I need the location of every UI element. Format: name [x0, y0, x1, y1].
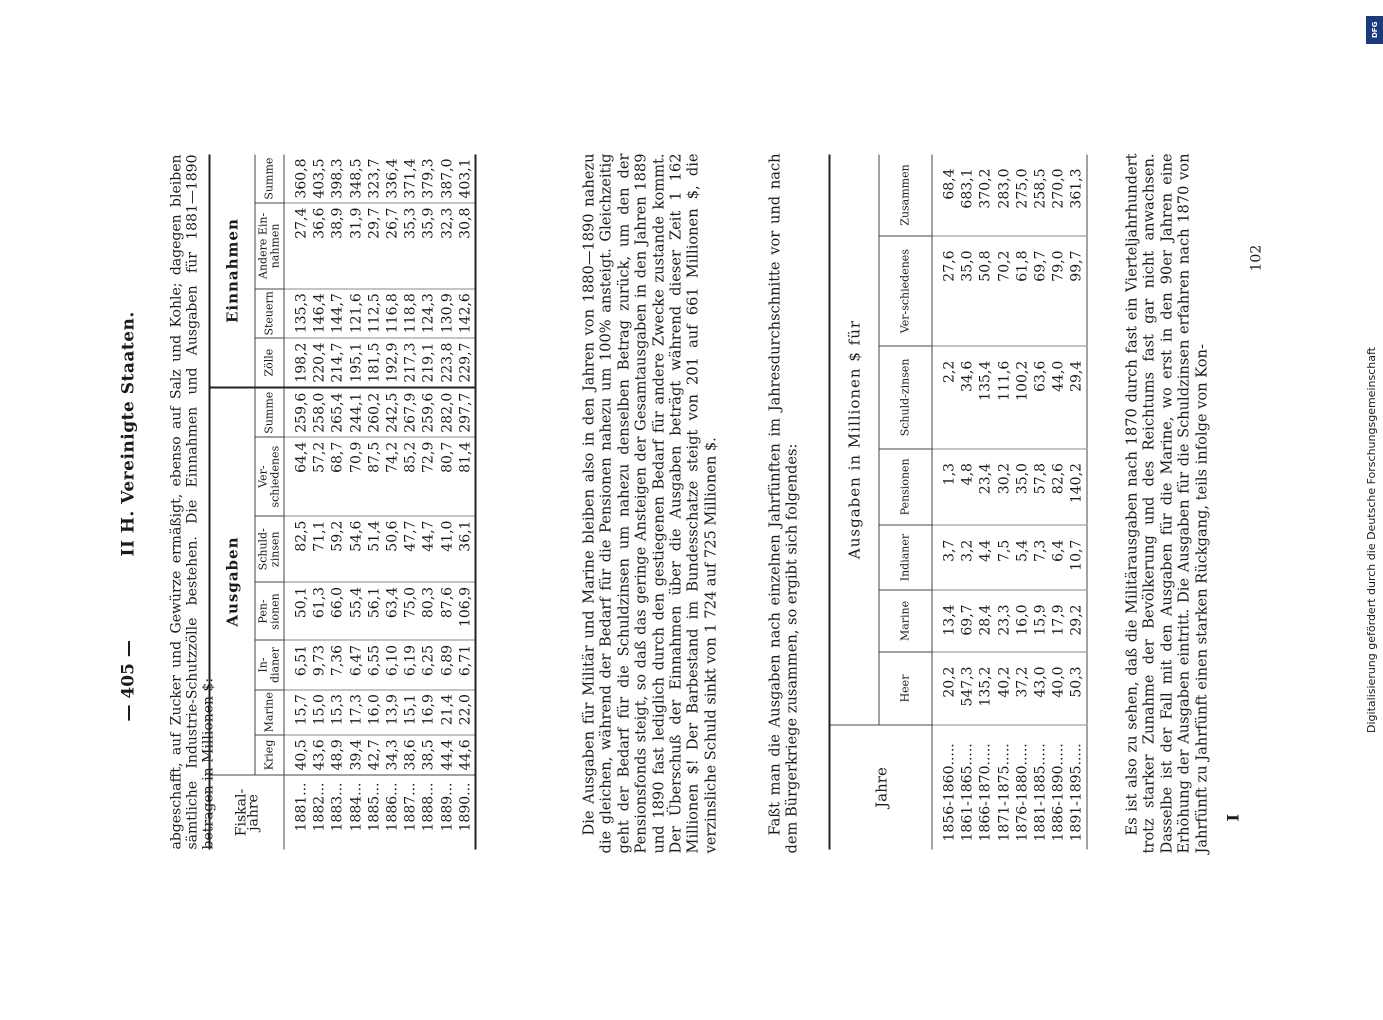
value-cell: 40,0: [1050, 652, 1068, 725]
value-cell: 34,6: [959, 346, 977, 448]
value-cell: 265,4: [329, 388, 347, 438]
value-cell: 106,9: [456, 582, 475, 640]
value-cell: 38,6: [402, 735, 420, 775]
table-row: [420, 155, 438, 850]
column-header: Heer: [879, 652, 932, 725]
value-cell: 15,1: [402, 690, 420, 735]
value-cell: 361,3: [1068, 155, 1087, 237]
value-cell: 80,7: [438, 437, 456, 516]
value-cell: 82,5: [284, 516, 311, 582]
value-cell: 15,0: [311, 690, 329, 735]
value-cell: 282,0: [438, 388, 456, 438]
value-cell: 32,3: [438, 203, 456, 289]
year-cell: 1886-1890.....: [1050, 743, 1067, 842]
value-cell: 47,7: [402, 516, 420, 582]
table-row: [995, 155, 1013, 850]
year-cell: 1889...: [439, 782, 456, 832]
value-cell: 56,1: [365, 582, 383, 640]
table-row: [932, 155, 959, 850]
column-header: In-dianer: [255, 640, 284, 689]
value-cell: 61,3: [311, 582, 329, 640]
value-cell: 181,5: [365, 338, 383, 388]
value-cell: 283,0: [995, 155, 1013, 237]
value-cell: 6,25: [420, 640, 438, 689]
value-cell: 219,1: [420, 338, 438, 388]
value-cell: 6,89: [438, 640, 456, 689]
value-cell: 51,4: [365, 516, 383, 582]
value-cell: 35,9: [420, 203, 438, 289]
year-column-header: Fiskal-jahre: [210, 775, 285, 850]
value-cell: 9,73: [311, 640, 329, 689]
value-cell: 547,3: [959, 652, 977, 725]
value-cell: 6,4: [1050, 525, 1068, 590]
value-cell: 68,4: [932, 155, 959, 237]
value-cell: 214,7: [329, 338, 347, 388]
value-cell: 4,8: [959, 449, 977, 526]
value-cell: 244,1: [347, 388, 365, 438]
value-cell: 30,8: [456, 203, 475, 289]
year-cell: 1881...: [293, 782, 310, 832]
value-cell: 43,6: [311, 735, 329, 775]
finances-table: [209, 155, 477, 850]
value-cell: 26,7: [384, 203, 402, 289]
value-cell: 36,1: [456, 516, 475, 582]
value-cell: 6,55: [365, 640, 383, 689]
value-cell: 275,0: [1013, 155, 1031, 237]
value-cell: 130,9: [438, 289, 456, 338]
column-header: Marine: [255, 690, 284, 735]
value-cell: 21,4: [438, 690, 456, 735]
table-row: [311, 155, 329, 850]
value-cell: 85,2: [402, 437, 420, 516]
dfg-logo: DFG: [1366, 16, 1383, 44]
value-cell: 38,5: [420, 735, 438, 775]
value-cell: 57,2: [311, 437, 329, 516]
value-cell: 63,4: [384, 582, 402, 640]
value-cell: 135,3: [284, 289, 311, 338]
value-cell: 41,0: [438, 516, 456, 582]
value-cell: 29,4: [1068, 346, 1087, 448]
value-cell: 195,1: [347, 338, 365, 388]
chapter-heading: II H. Vereinigte Staaten.: [118, 311, 139, 557]
table-row: [384, 155, 402, 850]
paragraph-conclusion: Es ist also zu sehen, daß die Militärausgaben nach 1870 durch fast ein Vierteljahrhundert trotz starker Zunahme der Bevölkerung und des Reichtums fast gar nicht anwachsen. Dasselbe ist der Fall mit den Ausgaben für die Marine, wo erst in den 90er Jahren eine Erhöhung der Ausgaben eintritt. Die Ausgaben für die Schuldzinsen erfahren nach 1870 von Jahrfünft zu Jahrfünft einen starken Rückgang, teils infolge von Kon-: [1123, 153, 1211, 854]
value-cell: 35,0: [1013, 449, 1031, 526]
value-cell: 198,2: [284, 338, 311, 388]
value-cell: 6,10: [384, 640, 402, 689]
value-cell: 118,8: [402, 289, 420, 338]
year-cell: 1883...: [329, 782, 346, 832]
value-cell: 75,0: [402, 582, 420, 640]
table-row: [402, 155, 420, 850]
value-cell: 69,7: [959, 590, 977, 652]
value-cell: 70,9: [347, 437, 365, 516]
year-cell: 1885...: [366, 782, 383, 832]
value-cell: 55,4: [347, 582, 365, 640]
paragraph-five-year-intro: Faßt man die Ausgaben nach einzelnen Jahrfünften im Jahresdurchschnitte vor und nach dem Bürgerkriege zusammen, so ergibt sich folgendes:: [766, 153, 801, 854]
column-header: Pen-sionen: [255, 582, 284, 640]
value-cell: 27,6: [932, 236, 959, 346]
table-row: [959, 155, 977, 850]
value-cell: 40,5: [284, 735, 311, 775]
column-header: Zusammen: [879, 155, 932, 237]
value-cell: 112,5: [365, 289, 383, 338]
page-header: [119, 177, 149, 817]
five-year-table: [829, 155, 1088, 850]
value-cell: 38,9: [329, 203, 347, 289]
value-cell: 144,7: [329, 289, 347, 338]
value-cell: 135,2: [977, 652, 995, 725]
value-cell: 15,7: [284, 690, 311, 735]
page-number: — 405 —: [118, 640, 139, 722]
sheet-number: 102: [1248, 244, 1265, 272]
expenditure-group-header: Ausgaben: [210, 388, 256, 775]
value-cell: 50,1: [284, 582, 311, 640]
value-cell: 3,7: [932, 525, 959, 590]
value-cell: 17,3: [347, 690, 365, 735]
value-cell: 217,3: [402, 338, 420, 388]
value-cell: 140,2: [1068, 449, 1087, 526]
value-cell: 57,8: [1032, 449, 1050, 526]
table-row: [1032, 155, 1050, 850]
value-cell: 260,2: [365, 388, 383, 438]
value-cell: 31,9: [347, 203, 365, 289]
revenue-group-header: Einnahmen: [210, 155, 256, 388]
value-cell: 403,1: [456, 155, 475, 204]
column-header: Summe: [255, 155, 284, 204]
value-cell: 64,4: [284, 437, 311, 516]
value-cell: 50,6: [384, 516, 402, 582]
year-cell: 1884...: [348, 782, 365, 832]
value-cell: 44,4: [438, 735, 456, 775]
value-cell: 6,51: [284, 640, 311, 689]
column-header: Marine: [879, 590, 932, 652]
value-cell: 63,6: [1032, 346, 1050, 448]
value-cell: 20,2: [932, 652, 959, 725]
value-cell: 1,3: [932, 449, 959, 526]
value-cell: 87,6: [438, 582, 456, 640]
paragraph-expenditure-trend: Die Ausgaben für Militär und Marine bleiben also in den Jahren von 1880—1890 nahezu die gleichen, während der Bedarf für die Pensionen nahezu um 100% ansteigt. Gleichzeitig geht der Bedarf für die Schuldzinsen um nahezu denselben Betrag zurück, um den der Pensionsfonds steigt, so daß das geringe Ansteigen der Gesamtausgaben in den Jahren 1889 und 1890 fast lediglich durch den gestiegenen Bedarf für andere Zwecke zustande kommt. Der Überschuß der Einnahmen über die Ausgaben beträgt während dieser Zeit 1 162 Millionen $! Der Barbestand im Bundesschatze steigt von 201 auf 661 Millionen $, die verzinsliche Schuld sinkt von 1 724 auf 725 Millionen $.: [580, 153, 720, 854]
value-cell: 229,7: [456, 338, 475, 388]
value-cell: 259,6: [420, 388, 438, 438]
value-cell: 80,3: [420, 582, 438, 640]
column-header: Pensionen: [879, 449, 932, 526]
table-row: [1068, 155, 1087, 850]
value-cell: 99,7: [1068, 236, 1087, 346]
year-cell: 1856-1860.....: [941, 743, 958, 842]
column-header: Schuld-zinsen: [255, 516, 284, 582]
value-cell: 28,4: [977, 590, 995, 652]
year-cell: 1876-1880.....: [1014, 743, 1031, 842]
year-cell: 1891-1895.....: [1068, 743, 1085, 842]
year-cell: 1888...: [420, 782, 437, 832]
value-cell: 66,0: [329, 582, 347, 640]
credit-text: Digitalisierung gefördert durch die Deutsche Forschungsgemeinschaft: [1365, 347, 1378, 733]
value-cell: 13,4: [932, 590, 959, 652]
value-cell: 44,0: [1050, 346, 1068, 448]
value-cell: 16,0: [365, 690, 383, 735]
value-cell: 379,3: [420, 155, 438, 204]
value-cell: 61,8: [1013, 236, 1031, 346]
value-cell: 259,6: [284, 388, 311, 438]
column-header: Ver-schiedenes: [255, 437, 284, 516]
value-cell: 6,19: [402, 640, 420, 689]
value-cell: 82,6: [1050, 449, 1068, 526]
column-header: Schuld-zinsen: [879, 346, 932, 448]
table-row: [1013, 155, 1031, 850]
year-cell: 1871-1875.....: [996, 743, 1013, 842]
table-row: [1050, 155, 1068, 850]
value-cell: 403,5: [311, 155, 329, 204]
value-cell: 40,2: [995, 652, 1013, 725]
value-cell: 6,47: [347, 640, 365, 689]
value-cell: 44,7: [420, 516, 438, 582]
value-cell: 79,0: [1050, 236, 1068, 346]
value-cell: 43,0: [1032, 652, 1050, 725]
value-cell: 30,2: [995, 449, 1013, 526]
table-row: [284, 155, 311, 850]
value-cell: 36,6: [311, 203, 329, 289]
value-cell: 15,3: [329, 690, 347, 735]
value-cell: 7,3: [1032, 525, 1050, 590]
value-cell: 59,2: [329, 516, 347, 582]
value-cell: 50,8: [977, 236, 995, 346]
value-cell: 29,7: [365, 203, 383, 289]
value-cell: 10,7: [1068, 525, 1087, 590]
value-cell: 270,0: [1050, 155, 1068, 237]
value-cell: 192,9: [384, 338, 402, 388]
column-header: Indianer: [879, 525, 932, 590]
value-cell: 37,2: [1013, 652, 1031, 725]
value-cell: 121,6: [347, 289, 365, 338]
value-cell: 34,3: [384, 735, 402, 775]
value-cell: 71,1: [311, 516, 329, 582]
value-cell: 7,36: [329, 640, 347, 689]
table-row: [347, 155, 365, 850]
column-header: Ver-schiedenes: [879, 236, 932, 346]
year-cell: 1886...: [384, 782, 401, 832]
value-cell: 4,4: [977, 525, 995, 590]
value-cell: 22,0: [456, 690, 475, 735]
table-row: [456, 155, 475, 850]
value-cell: 44,6: [456, 735, 475, 775]
value-cell: 323,7: [365, 155, 383, 204]
value-cell: 6,71: [456, 640, 475, 689]
intro-paragraph: abgeschafft, auf Zucker und Gewürze ermäßigt, ebenso auf Salz und Kohle; dagegen bleiben sämtliche Industrie-Schutzzölle bestehen. Die Einnahmen und Ausgaben für 1881—1890 betragen in Millionen $:: [168, 154, 217, 850]
value-cell: 223,8: [438, 338, 456, 388]
value-cell: 39,4: [347, 735, 365, 775]
value-cell: 360,8: [284, 155, 311, 204]
value-cell: 15,9: [1032, 590, 1050, 652]
value-cell: 87,5: [365, 437, 383, 516]
value-cell: 17,9: [1050, 590, 1068, 652]
year-cell: 1866-1870.....: [977, 743, 994, 842]
digitization-credit: [1365, 10, 1383, 990]
value-cell: 27,4: [284, 203, 311, 289]
value-cell: 69,7: [1032, 236, 1050, 346]
value-cell: 124,3: [420, 289, 438, 338]
value-cell: 16,9: [420, 690, 438, 735]
year-cell: 1882...: [311, 782, 328, 832]
value-cell: 74,2: [384, 437, 402, 516]
expenditure-group-header: Ausgaben in Millionen $ für: [830, 155, 880, 726]
table-row: [365, 155, 383, 850]
value-cell: 142,6: [456, 289, 475, 338]
column-header: Summe: [255, 388, 284, 438]
value-cell: 2,2: [932, 346, 959, 448]
value-cell: 16,0: [1013, 590, 1031, 652]
value-cell: 3,2: [959, 525, 977, 590]
column-header: Andere Ein-nahmen: [255, 203, 284, 289]
value-cell: 7,5: [995, 525, 1013, 590]
value-cell: 297,7: [456, 388, 475, 438]
value-cell: 387,0: [438, 155, 456, 204]
value-cell: 371,4: [402, 155, 420, 204]
column-header: Zölle: [255, 338, 284, 388]
column-header: Steuern: [255, 289, 284, 338]
value-cell: 42,7: [365, 735, 383, 775]
value-cell: 48,9: [329, 735, 347, 775]
value-cell: 348,5: [347, 155, 365, 204]
year-column-header: Jahre: [830, 725, 933, 850]
scanned-page: [0, 2, 1382, 1002]
value-cell: 220,4: [311, 338, 329, 388]
value-cell: 258,0: [311, 388, 329, 438]
value-cell: 100,2: [1013, 346, 1031, 448]
year-cell: 1887...: [402, 782, 419, 832]
value-cell: 68,7: [329, 437, 347, 516]
value-cell: 29,2: [1068, 590, 1087, 652]
value-cell: 146,4: [311, 289, 329, 338]
value-cell: 116,8: [384, 289, 402, 338]
value-cell: 683,1: [959, 155, 977, 237]
table-row: [977, 155, 995, 850]
value-cell: 81,4: [456, 437, 475, 516]
column-header: Krieg: [255, 735, 284, 775]
value-cell: 267,9: [402, 388, 420, 438]
signature-mark: I: [1223, 814, 1243, 822]
value-cell: 135,4: [977, 346, 995, 448]
value-cell: 54,6: [347, 516, 365, 582]
year-cell: 1881-1885.....: [1032, 743, 1049, 842]
value-cell: 35,0: [959, 236, 977, 346]
value-cell: 111,6: [995, 346, 1013, 448]
value-cell: 70,2: [995, 236, 1013, 346]
value-cell: 23,3: [995, 590, 1013, 652]
value-cell: 50,3: [1068, 652, 1087, 725]
value-cell: 13,9: [384, 690, 402, 735]
value-cell: 258,5: [1032, 155, 1050, 237]
value-cell: 242,5: [384, 388, 402, 438]
year-cell: 1861-1865.....: [959, 743, 976, 842]
year-cell: 1890...: [457, 782, 474, 832]
value-cell: 336,4: [384, 155, 402, 204]
value-cell: 370,2: [977, 155, 995, 237]
value-cell: 398,3: [329, 155, 347, 204]
value-cell: 35,3: [402, 203, 420, 289]
table-row: [329, 155, 347, 850]
value-cell: 23,4: [977, 449, 995, 526]
value-cell: 5,4: [1013, 525, 1031, 590]
value-cell: 72,9: [420, 437, 438, 516]
table-row: [438, 155, 456, 850]
